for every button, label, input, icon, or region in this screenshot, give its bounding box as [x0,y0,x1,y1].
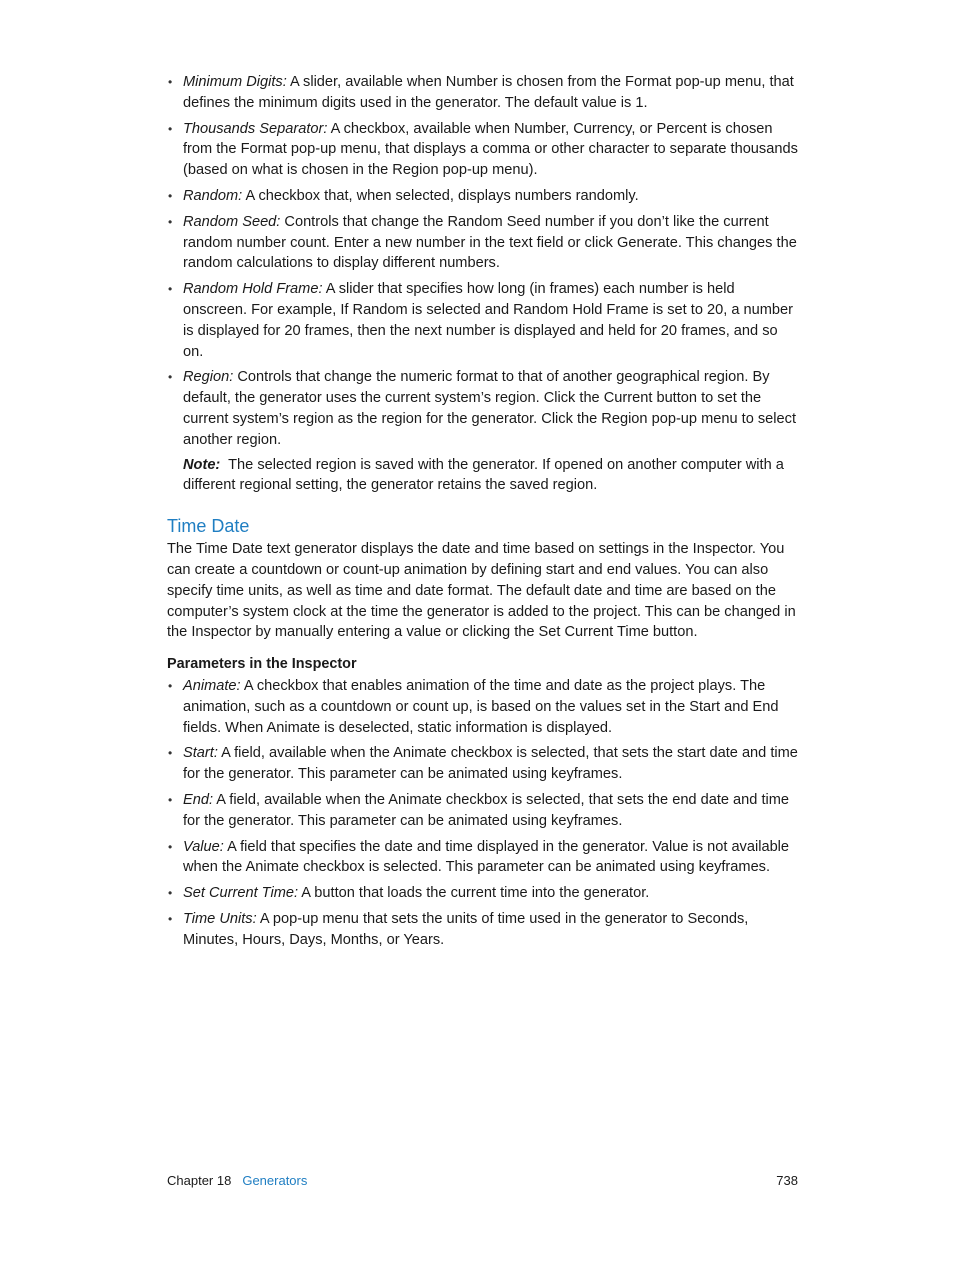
term-label: Minimum Digits: [183,74,287,90]
list-item-value [167,837,800,879]
note-label: Note: [183,456,221,473]
chapter-label: Chapter 18 [167,1173,232,1188]
term-description: Controls that change the Random Seed number if you don’t like the current random number count. Enter a new number in the text field or click Generate. This changes the random calculations to display different numbers. [183,213,797,272]
term-description: A field, available when the Animate checkbox is selected, that sets the end date and time for the generator. This parameter can be animated using keyframes. [183,791,790,829]
term-label: Time Units: [183,910,257,927]
term-description: A field that specifies the date and time displayed in the generator. Value is not available when the Animate checkbox is selected. This parameter can be animated using keyframes. [183,838,790,876]
list-item-time-units [167,909,800,951]
section-title: Time Date [167,516,250,537]
term-description: A pop-up menu that sets the units of time used in the generator to Seconds, Minutes, Hours, Days, Months, or Years. [183,910,749,948]
list-item-random [167,186,800,207]
term-description: A checkbox that, when selected, displays numbers randomly. [242,187,639,204]
page-number: 738 [776,1173,798,1188]
term-description: A field, available when the Animate checkbox is selected, that sets the start date and time for the generator. This parameter can be animated using keyframes. [183,745,798,783]
term-label: Animate: [183,677,241,694]
list-item-random-hold-frame [167,279,800,362]
term-label: Random Hold Frame: [183,281,323,298]
term-description: A slider that specifies how long (in frames) each number is held onscreen. For example, If Random is selected and Random Hold Frame is set to 20, a number is displayed for 20 frames, then the next number is displayed and held for 20 frames, and so on. [183,281,793,360]
term-label: Thousands Separator: [183,120,328,137]
subhead-parameters: Parameters in the Inspector [167,656,357,673]
list-item-start [167,743,800,785]
section-intro: The Time Date text generator displays the date and time based on settings in the Inspector. You can create a countdown or count-up animation by defining start and end values. You can also specify time units, as well as time and date format. The default date and time are based on the computer’s system clock at the time the generator is added to the project. This can be changed in the Inspector by manually entering a value or clicking the Set Current Time button. [167,541,796,641]
inspector-parameter-list [167,676,800,951]
list-item-animate [167,676,800,738]
term-description: A checkbox that enables animation of the time and date as the project plays. The animation, such as a countdown or count up, is based on the values set in the Start and End fields. When Animate is deselected, static information is displayed. [183,677,779,736]
note-text: The selected region is saved with the generator. If opened on another computer with a different regional setting, the generator retains the saved region. [183,456,788,494]
term-description: A slider, available when Number is chosen from the Format pop-up menu, that defines the minimum digits used in the generator. The default value is 1. [183,74,794,111]
term-label: End: [183,791,214,808]
list-item-end [167,790,800,832]
term-label: Random Seed: [183,213,281,230]
list-item-minimum-digits [167,72,800,114]
list-item-set-current-time [167,883,800,904]
term-label: Region: [183,369,234,386]
page-footer [167,1172,800,1190]
term-label: Random: [183,187,243,204]
term-label: Start: [183,745,218,762]
list-item-region [167,367,800,450]
term-description: Controls that change the numeric format to that of another geographical region. By default, the generator uses the current system’s region. Click the Current button to set the current system’s region as the region for the generator. Click the Region pop-up menu to select another region. [183,369,797,448]
page-content [167,72,800,955]
note-paragraph [167,455,800,497]
term-label: Set Current Time: [183,885,299,902]
list-item-random-seed [167,212,800,274]
parameter-list [167,72,800,451]
term-description: A button that loads the current time into the generator. [298,885,650,902]
chapter-link[interactable]: Generators [242,1173,308,1188]
term-label: Value: [183,838,224,855]
term-description: A checkbox, available when Number, Currency, or Percent is chosen from the Format pop-up menu, that displays a comma or other character to separate thousands (based on what is chosen in the Region pop-up menu). [183,120,798,179]
list-item-thousands-separator [167,119,800,181]
